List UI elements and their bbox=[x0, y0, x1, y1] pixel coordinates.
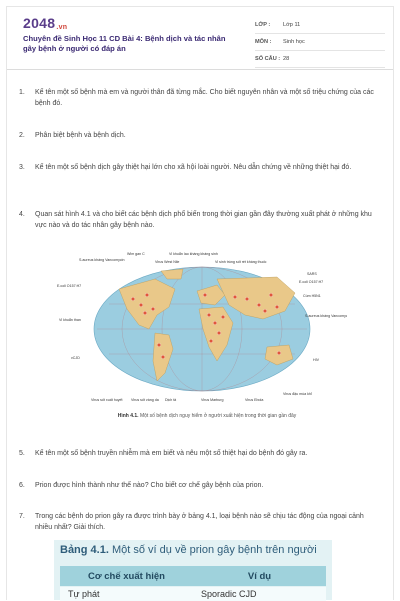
table-title: Bảng 4.1. Một số ví dụ về prion gây bệnh trên người bbox=[60, 544, 317, 556]
label-sars: SARS bbox=[307, 272, 317, 276]
question-3: 3. Kể tên một số bệnh dịch gây thiệt hại lớn cho xã hội loài người. Nêu dẫn chứng về những thiệt hại đó. bbox=[19, 164, 352, 171]
document-header bbox=[7, 7, 393, 70]
label-hepatitis-c: Wim gan C bbox=[127, 252, 145, 256]
label-malaria: Vi sinh trùng sốt rét kháng thuốc bbox=[215, 260, 267, 264]
label-vcjd: vCJD bbox=[71, 356, 80, 360]
label-ecoli-1: E.coli O157:H7 bbox=[57, 284, 82, 288]
label-s-aureus-1: S.aureus kháng Vancomycin bbox=[79, 258, 125, 262]
site-logo[interactable]: 2048.vn bbox=[23, 15, 68, 31]
table-row bbox=[60, 587, 326, 601]
label-anthrax: Vi khuẩn than bbox=[59, 318, 81, 322]
prion-table bbox=[54, 540, 332, 600]
meta-row-count: SỐ CÂU : 28 bbox=[255, 51, 385, 68]
question-2: 2. Phân biệt bệnh và bệnh dịch. bbox=[19, 132, 126, 139]
label-cholera: Dịch tả bbox=[165, 398, 177, 402]
question-7: 7. Trong các bệnh do prion gây ra được trình bày ở bảng 4.1, loại bệnh nào sẽ chịu tác động của ngoại cảnh nhiều nhất? Giải thích. bbox=[19, 513, 364, 531]
label-tb-resistant: Vi khuẩn lao kháng kháng sinh bbox=[169, 252, 218, 256]
question-6: 6. Prion được hình thành như thế nào? Cho biết cơ chế gây bệnh của prion. bbox=[19, 482, 264, 489]
table-header-mechanism: Cơ chế xuất hiện bbox=[88, 570, 165, 582]
world-disease-map bbox=[57, 249, 347, 404]
document-title: Chuyên đề Sinh Học 11 CD Bài 4: Bệnh dịch và tác nhân gây bệnh ở người có đáp án bbox=[23, 34, 226, 53]
label-dengue: Virus sốt xuất huyết bbox=[91, 398, 123, 402]
question-1: 1. Kể tên một số bệnh mà em và người thân đã từng mắc. Cho biết nguyên nhân và một số triệu chứng của các bệnh đó. bbox=[19, 89, 374, 107]
table-cell-example: Sporadic CJD bbox=[201, 589, 257, 599]
world-map-svg bbox=[57, 249, 347, 404]
table-header-row bbox=[60, 566, 326, 586]
label-hiv: HIV bbox=[313, 358, 319, 362]
document-page bbox=[6, 6, 394, 600]
question-5: 5. Kể tên một số bệnh truyền nhiễm mà em biết và nêu một số thiệt hại do bệnh đó gây ra. bbox=[19, 450, 308, 457]
figure-caption: Hình 4.1. Một số bệnh dịch nguy hiểm ở người xuất hiện trong thời gian gần đây bbox=[117, 413, 297, 419]
label-ebola: Virus Ebola bbox=[245, 398, 264, 402]
label-yellow-fever: Virus sốt vàng da bbox=[131, 398, 159, 402]
meta-row-subject: MÔN : Sinh học bbox=[255, 34, 385, 51]
question-4: 4. Quan sát hình 4.1 và cho biết các bệnh dịch phổ biến trong thời gian gần đây thường xuất phát ở những khu vực nào và do tác nhân gây bệnh nào. bbox=[19, 211, 372, 229]
label-marburg: Virus Marburg bbox=[201, 398, 224, 402]
table-header-example: Ví dụ bbox=[247, 570, 272, 582]
meta-row-class: LỚP : Lớp 11 bbox=[255, 17, 385, 34]
label-h5n1: Cúm H5N1 bbox=[303, 294, 321, 298]
table-cell-mechanism: Tự phát bbox=[68, 589, 100, 599]
document-meta bbox=[255, 17, 385, 68]
label-s-aureus-2: S.aureus kháng Vancomycin bbox=[305, 314, 347, 318]
label-monkeypox: Virus đậu mùa khỉ bbox=[283, 392, 312, 396]
label-ecoli-2: E.coli O157:H7 bbox=[299, 280, 324, 284]
label-west-nile: Virus West Nile bbox=[155, 260, 180, 264]
